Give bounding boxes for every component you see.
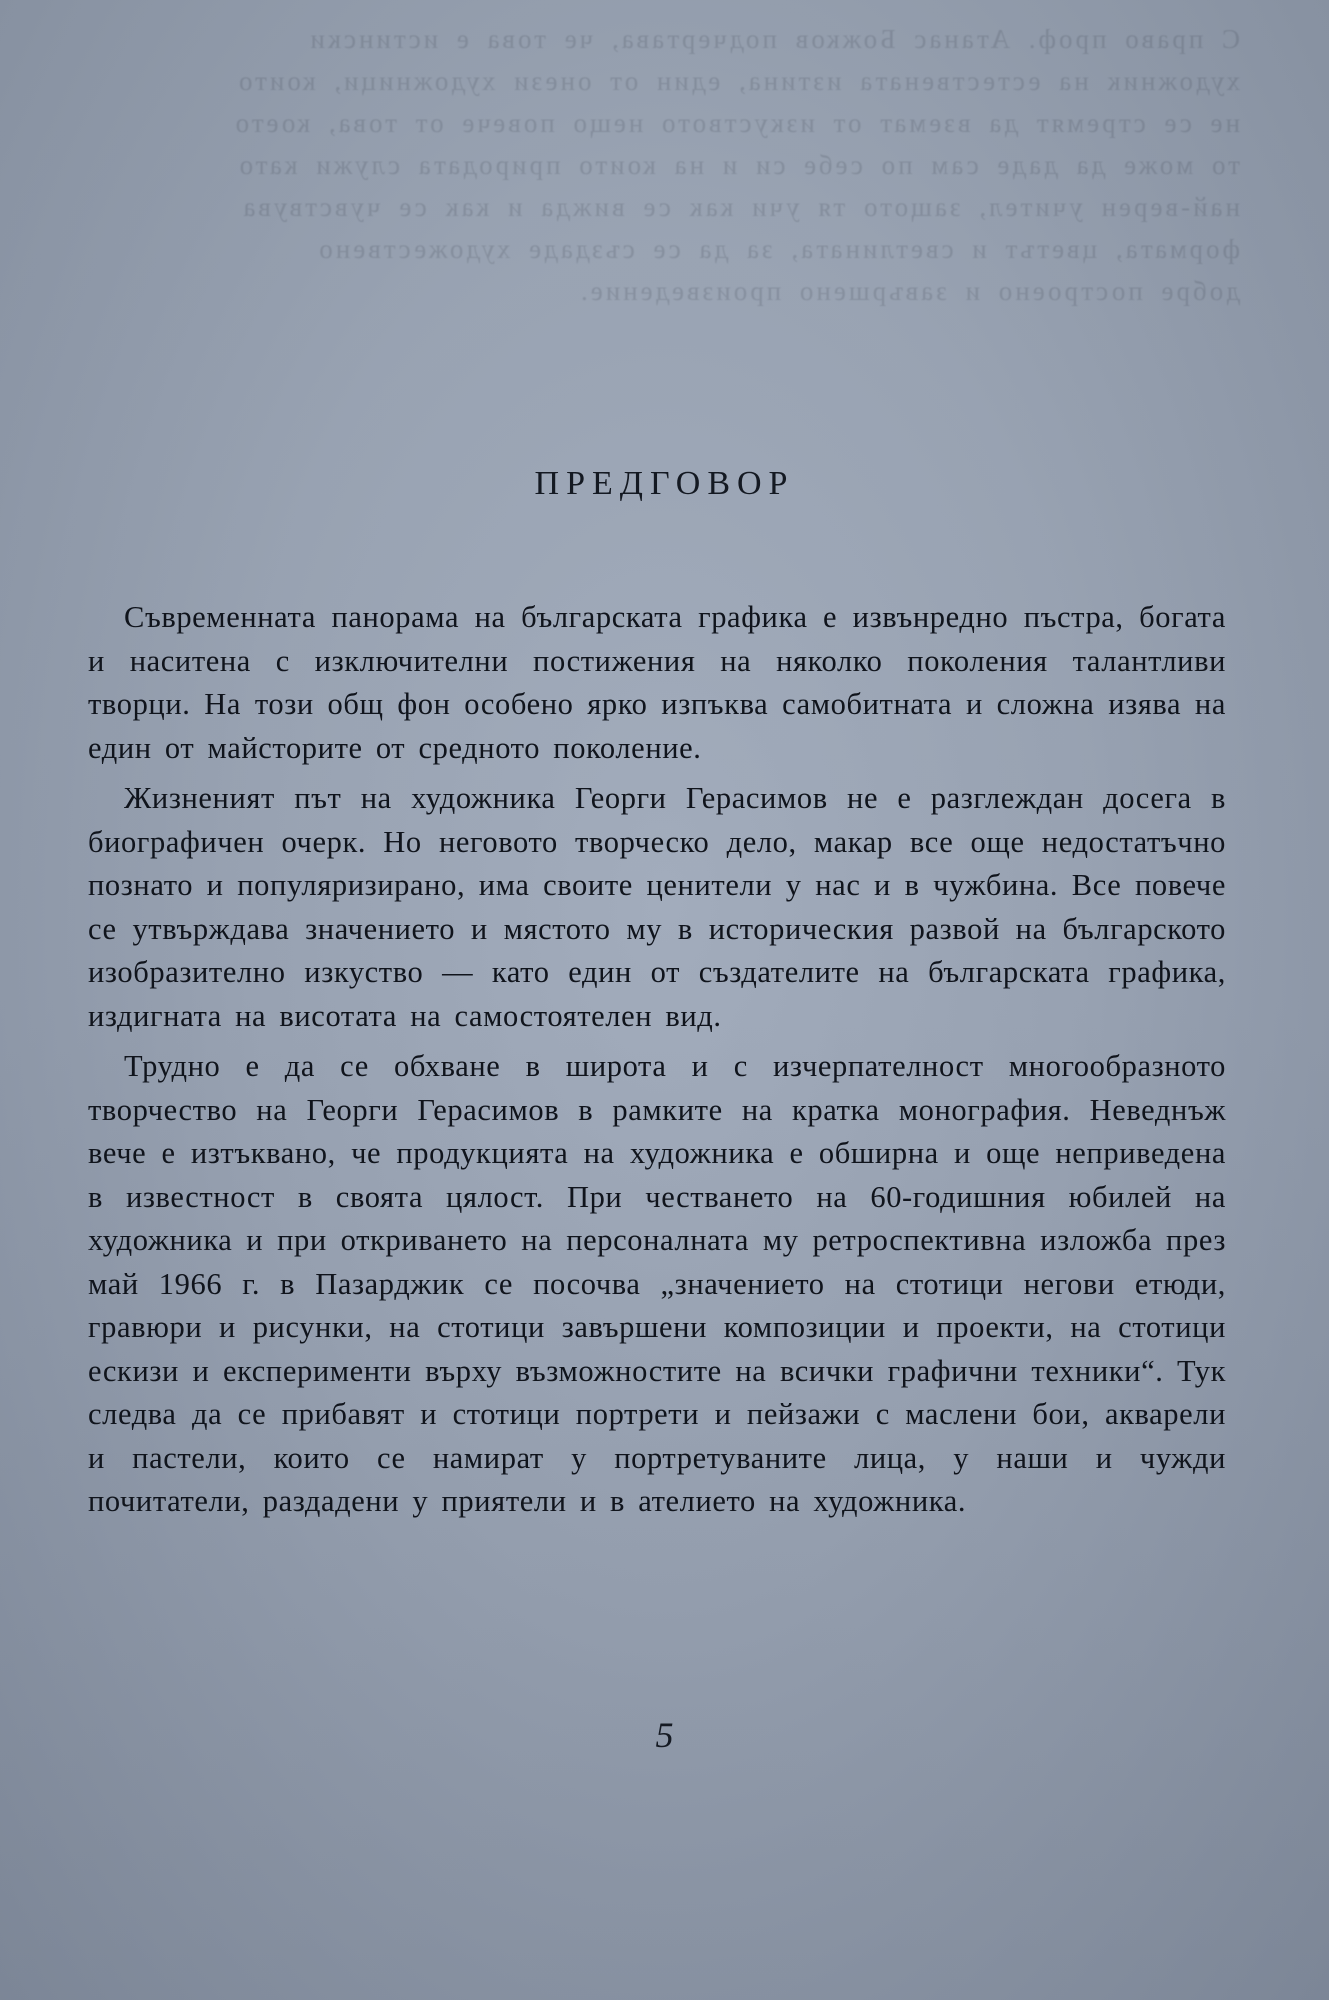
bleed-line: формата, цветът и светлината, за да се създаде художествено xyxy=(316,234,1240,264)
bleed-line: С право проф. Атанас Божков подчертава, че това е истински xyxy=(307,24,1240,54)
paragraph: Жизненият път на художника Георги Герасимов не е разглеждан досега в биографичен очерк. Но неговото творческо дело, макар все още недостатъчно познато и популяризирано, има своите ценители у нас и в чужбина. Все повече се утвърждава значението и мястото му в историческия развой на българското изобразително изкуство — като един от създателите на българската графика, издигната на висотата на самостоятелен вид. xyxy=(88,781,1226,1033)
page-title: ПРЕДГОВОР xyxy=(534,465,795,502)
bleed-line: не се стремят да вземат от изкуството нещо повече от това, което xyxy=(232,108,1240,138)
bleed-line: най-верен учител, защото тя учи как се вижда и как се чувствува xyxy=(240,192,1240,222)
bleed-line: художник на естествената изтина, един от онези художници, които xyxy=(235,66,1240,96)
bleed-line: добре построено и завършено произведение. xyxy=(578,276,1240,306)
paragraph: Трудно е да се обхване в широта и с изчерпателност многообразното творчество на Георги Герасимов в рамките на кратка монография. Неведнъж вече е изтъквано, че продукцията на художника е обширна и още неприведена в известност в своята цялост. При честването на 60-годишния юбилей на художника и при откриването на персоналната му ретроспективна изложба през май 1966 г. в Пазарджик се посочва „значението на стотици негови етюди, гравюри и рисунки, на стотици завършени композиции и проекти, на стотици ескизи и експерименти върху възможностите на всички графични техники“. Тук следва да се прибавят и стотици портрети и пейзажи с маслени бои, акварели и пастели, които се намират у портретуваните лица, у наши и чужди почитатели, раздадени у приятели и в ателието на художника. xyxy=(88,1049,1226,1518)
body-text xyxy=(88,596,1226,1531)
paragraph: Съвременната панорама на българската графика е извънредно пъстра, богата и наситена с изключителни постижения на няколко поколения талантливи творци. На този общ фон особено ярко изпъква самобитната и сложна изява на един от майсторите от средното поколение. xyxy=(88,600,1226,765)
bleed-line: то може да даде сам по себе си и на които природата служи като xyxy=(236,150,1240,180)
page-number: 5 xyxy=(655,1715,674,1755)
bleed-through-text xyxy=(80,18,1240,312)
